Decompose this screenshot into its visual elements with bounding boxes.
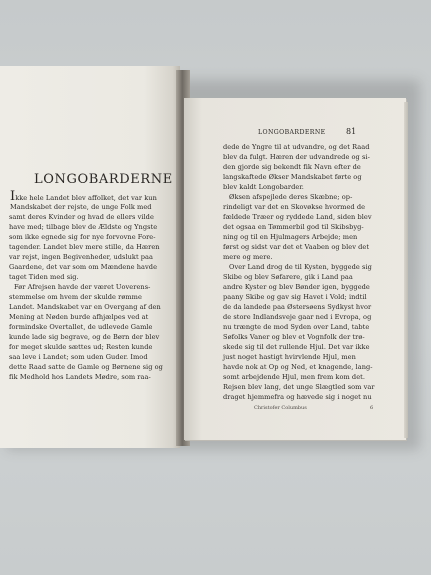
text-line: som ikke egnede sig for nye forvovne Fore- xyxy=(9,233,156,241)
text-line: dede de Yngre til at udvandre, og det Raad xyxy=(223,143,370,151)
text-line: for meget skulde sættes ud; Resten kunde xyxy=(9,343,153,351)
text-line: Mening at Nøden burde afhjælpes ved at xyxy=(9,313,149,321)
text-line: var rejst, ingen Begivenheder, udslukt paa xyxy=(9,253,154,261)
text-line: formindske Overtallet, de udlevede Gamle xyxy=(9,323,153,331)
text-line: Skibe og blev Søfarere, gik i Land paa xyxy=(223,273,353,281)
text-line: paany Skibe og gav sig Havet i Vold; indtil xyxy=(223,293,367,301)
text-line: Rejsen blev lang, det unge Slægtled som var xyxy=(223,383,375,391)
text-line: skede sig til det rullende Hjul. Det var ikke xyxy=(223,343,370,351)
text-line: blev kaldt Longobarder. xyxy=(223,183,304,191)
text-line: ning og til en Hjulmagers Arbejde; men xyxy=(223,233,358,241)
text-line: fældede Træer og ryddede Land, siden blev xyxy=(223,213,372,221)
text-line: dette Raad satte de Gamle og Børnene sig og xyxy=(9,363,163,371)
text-line: den gjorde sig bekendt fik Navn efter de xyxy=(223,163,361,171)
text-line: just noget hastigt hvirvlende Hjul, men xyxy=(223,353,356,361)
text-line: først og sidst var det et Vaaben og blev det xyxy=(223,243,370,251)
text-line: saa leve i Landet; som uden Guder. Imod xyxy=(9,353,148,361)
footer-signature: 6 xyxy=(370,405,374,411)
page-number: 81 xyxy=(346,127,357,136)
text-line: stemmelse om hvem der skulde rømme xyxy=(9,293,142,301)
page-edge xyxy=(404,102,408,438)
text-line: Landet. Mandskabet var en Overgang af den xyxy=(9,303,161,311)
text-line: draget hjemmefra og hævede sig i noget nu xyxy=(223,393,372,401)
text-line: nu trængte de mod Syden over Land, tabte xyxy=(223,323,370,331)
text-line: langskaftede Økser Mandskabet førte og xyxy=(223,173,362,181)
text-line: have med; tilbage blev de Ældste og Yngste xyxy=(9,223,158,231)
text-line: taget Tiden med sig. xyxy=(9,273,79,281)
text-line: blev da fulgt. Hæren der udvandrede og si- xyxy=(223,153,370,161)
text-line: Gaardene, det var som om Mændene havde xyxy=(9,263,158,271)
text-line: kunde lade sig begrave, og de Børn der blev xyxy=(9,333,160,341)
text-line: andre Kyster og blev Bønder igen, byggede xyxy=(223,283,370,291)
text-line: Søfolks Vaner og blev et Vognfolk der trø- xyxy=(223,333,365,341)
footer-title: Christofer Columbus xyxy=(254,405,307,411)
text-line: Før Afrejsen havde der været Uoverens- xyxy=(14,283,151,291)
text-line: rindeligt var det en Skovøkse hvormed de xyxy=(223,203,366,211)
drop-cap: I xyxy=(10,189,16,204)
running-head: LONGOBARDERNE xyxy=(258,129,326,136)
text-line: Ikke hele Landet blev affolket, det var kun xyxy=(10,189,157,204)
chapter-title: LONGOBARDERNE xyxy=(34,172,173,187)
text-line: samt deres Kvinder og hvad de ellers vilde xyxy=(9,213,154,221)
text-line: fik Medhold hos Landets Mødre, som raa- xyxy=(9,373,151,381)
text-line: Mandskabet der rejste, de unge Folk med xyxy=(10,203,152,211)
text-line: Øksen afspejlede deres Skæbne; op- xyxy=(229,193,353,201)
text-line: mere og mere. xyxy=(223,253,273,261)
text-line: Over Land drog de til Kysten, byggede sig xyxy=(229,263,372,271)
text-line: tagender. Landet blev mere stille, da Hæren xyxy=(9,243,160,251)
text-line: de store Indlandsveje gaar ned i Evropa, og xyxy=(223,313,372,321)
text-line: de da landede paa Østersøens Sydkyst hvor xyxy=(223,303,372,311)
text-line: det ogsaa en Tømmerbil god til Skibsbyg- xyxy=(223,223,364,231)
text-line: somt arbejdende Hjul, men frem kom det. xyxy=(223,373,366,381)
text-line: havde nok at Op og Ned, et knagende, lang- xyxy=(223,363,373,371)
